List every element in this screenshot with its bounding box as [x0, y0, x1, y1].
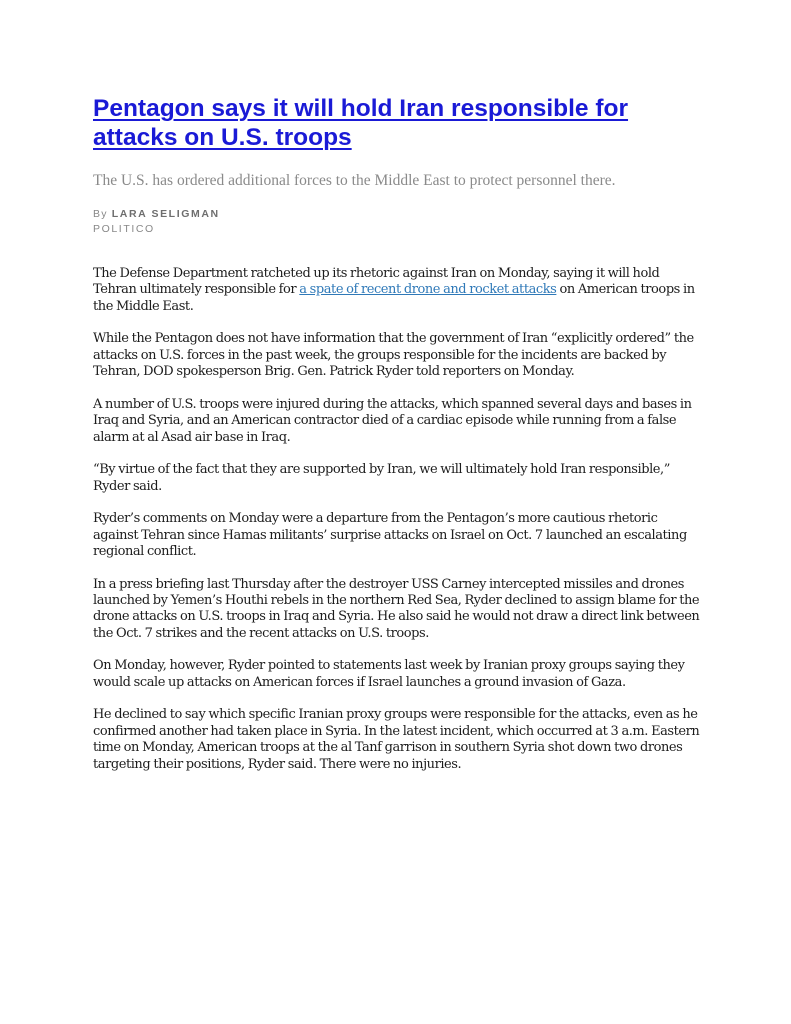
- body-paragraph: Ryder’s comments on Monday were a departure from the Pentagon’s more cautious rhetoric against Tehran since Hamas militants’ surprise attacks on Israel on Oct. 7 launched an escalating regional conflict.: [93, 511, 687, 560]
- paragraph-text-after-link: on American troops in the Middle East.: [93, 282, 695, 314]
- body-paragraph: A number of U.S. troops were injured during the attacks, which spanned several days and bases in Iraq and Syria, and an American contractor died of a cardiac episode while running from a false alarm at al Asad air base in Iraq.: [93, 396, 692, 445]
- byline: [93, 207, 220, 221]
- body-paragraph: On Monday, however, Ryder pointed to statements last week by Iranian proxy groups saying they would scale up attacks on American forces if Israel launches a ground invasion of Gaza.: [93, 658, 685, 690]
- byline-prefix: By: [93, 208, 108, 220]
- body-paragraph: “By virtue of the fact that they are supported by Iran, we will ultimately hold Iran responsible,” Ryder said.: [93, 462, 670, 494]
- paragraph-text-before-link: The Defense Department ratcheted up its rhetoric against Iran on Monday, saying it will hold Tehran ultimately responsible for: [93, 266, 660, 298]
- outlet-name: POLITICO: [93, 223, 155, 235]
- body-paragraph: In a press briefing last Thursday after the destroyer USS Carney intercepted missiles and drones launched by Yemen’s Houthi rebels in the northern Red Sea, Ryder declined to assign blame for the drone attacks on U.S. troops in Iraq and Syria. He also said he would not draw a direct link between the Oct. 7 strikes and the recent attacks on U.S. troops.: [93, 576, 700, 641]
- author-name: LARA SELIGMAN: [111, 208, 220, 220]
- body-paragraph: He declined to say which specific Iranian proxy groups were responsible for the attacks, even as he confirmed another had taken place in Syria. In the latest incident, which occurred at 3 a.m. Eastern time on Monday, American troops at the al Tanf garrison in southern Syria shot down two drones targeting their positions, Ryder said. There were no injuries.: [93, 707, 700, 772]
- body-paragraph: [93, 266, 703, 315]
- inline-article-link[interactable]: a spate of recent drone and rocket attacks: [299, 282, 557, 298]
- article-headline-link[interactable]: Pentagon says it will hold Iran responsible for attacks on U.S. troops: [93, 95, 629, 151]
- body-paragraph: While the Pentagon does not have information that the government of Iran “explicitly ordered” the attacks on U.S. forces in the past week, the groups responsible for the incidents are backed by Tehran, DOD spokesperson Brig. Gen. Patrick Ryder told reporters on Monday.: [93, 331, 694, 380]
- article-dek: The U.S. has ordered additional forces to the Middle East to protect personnel there.: [93, 172, 616, 189]
- article-body: [93, 266, 703, 789]
